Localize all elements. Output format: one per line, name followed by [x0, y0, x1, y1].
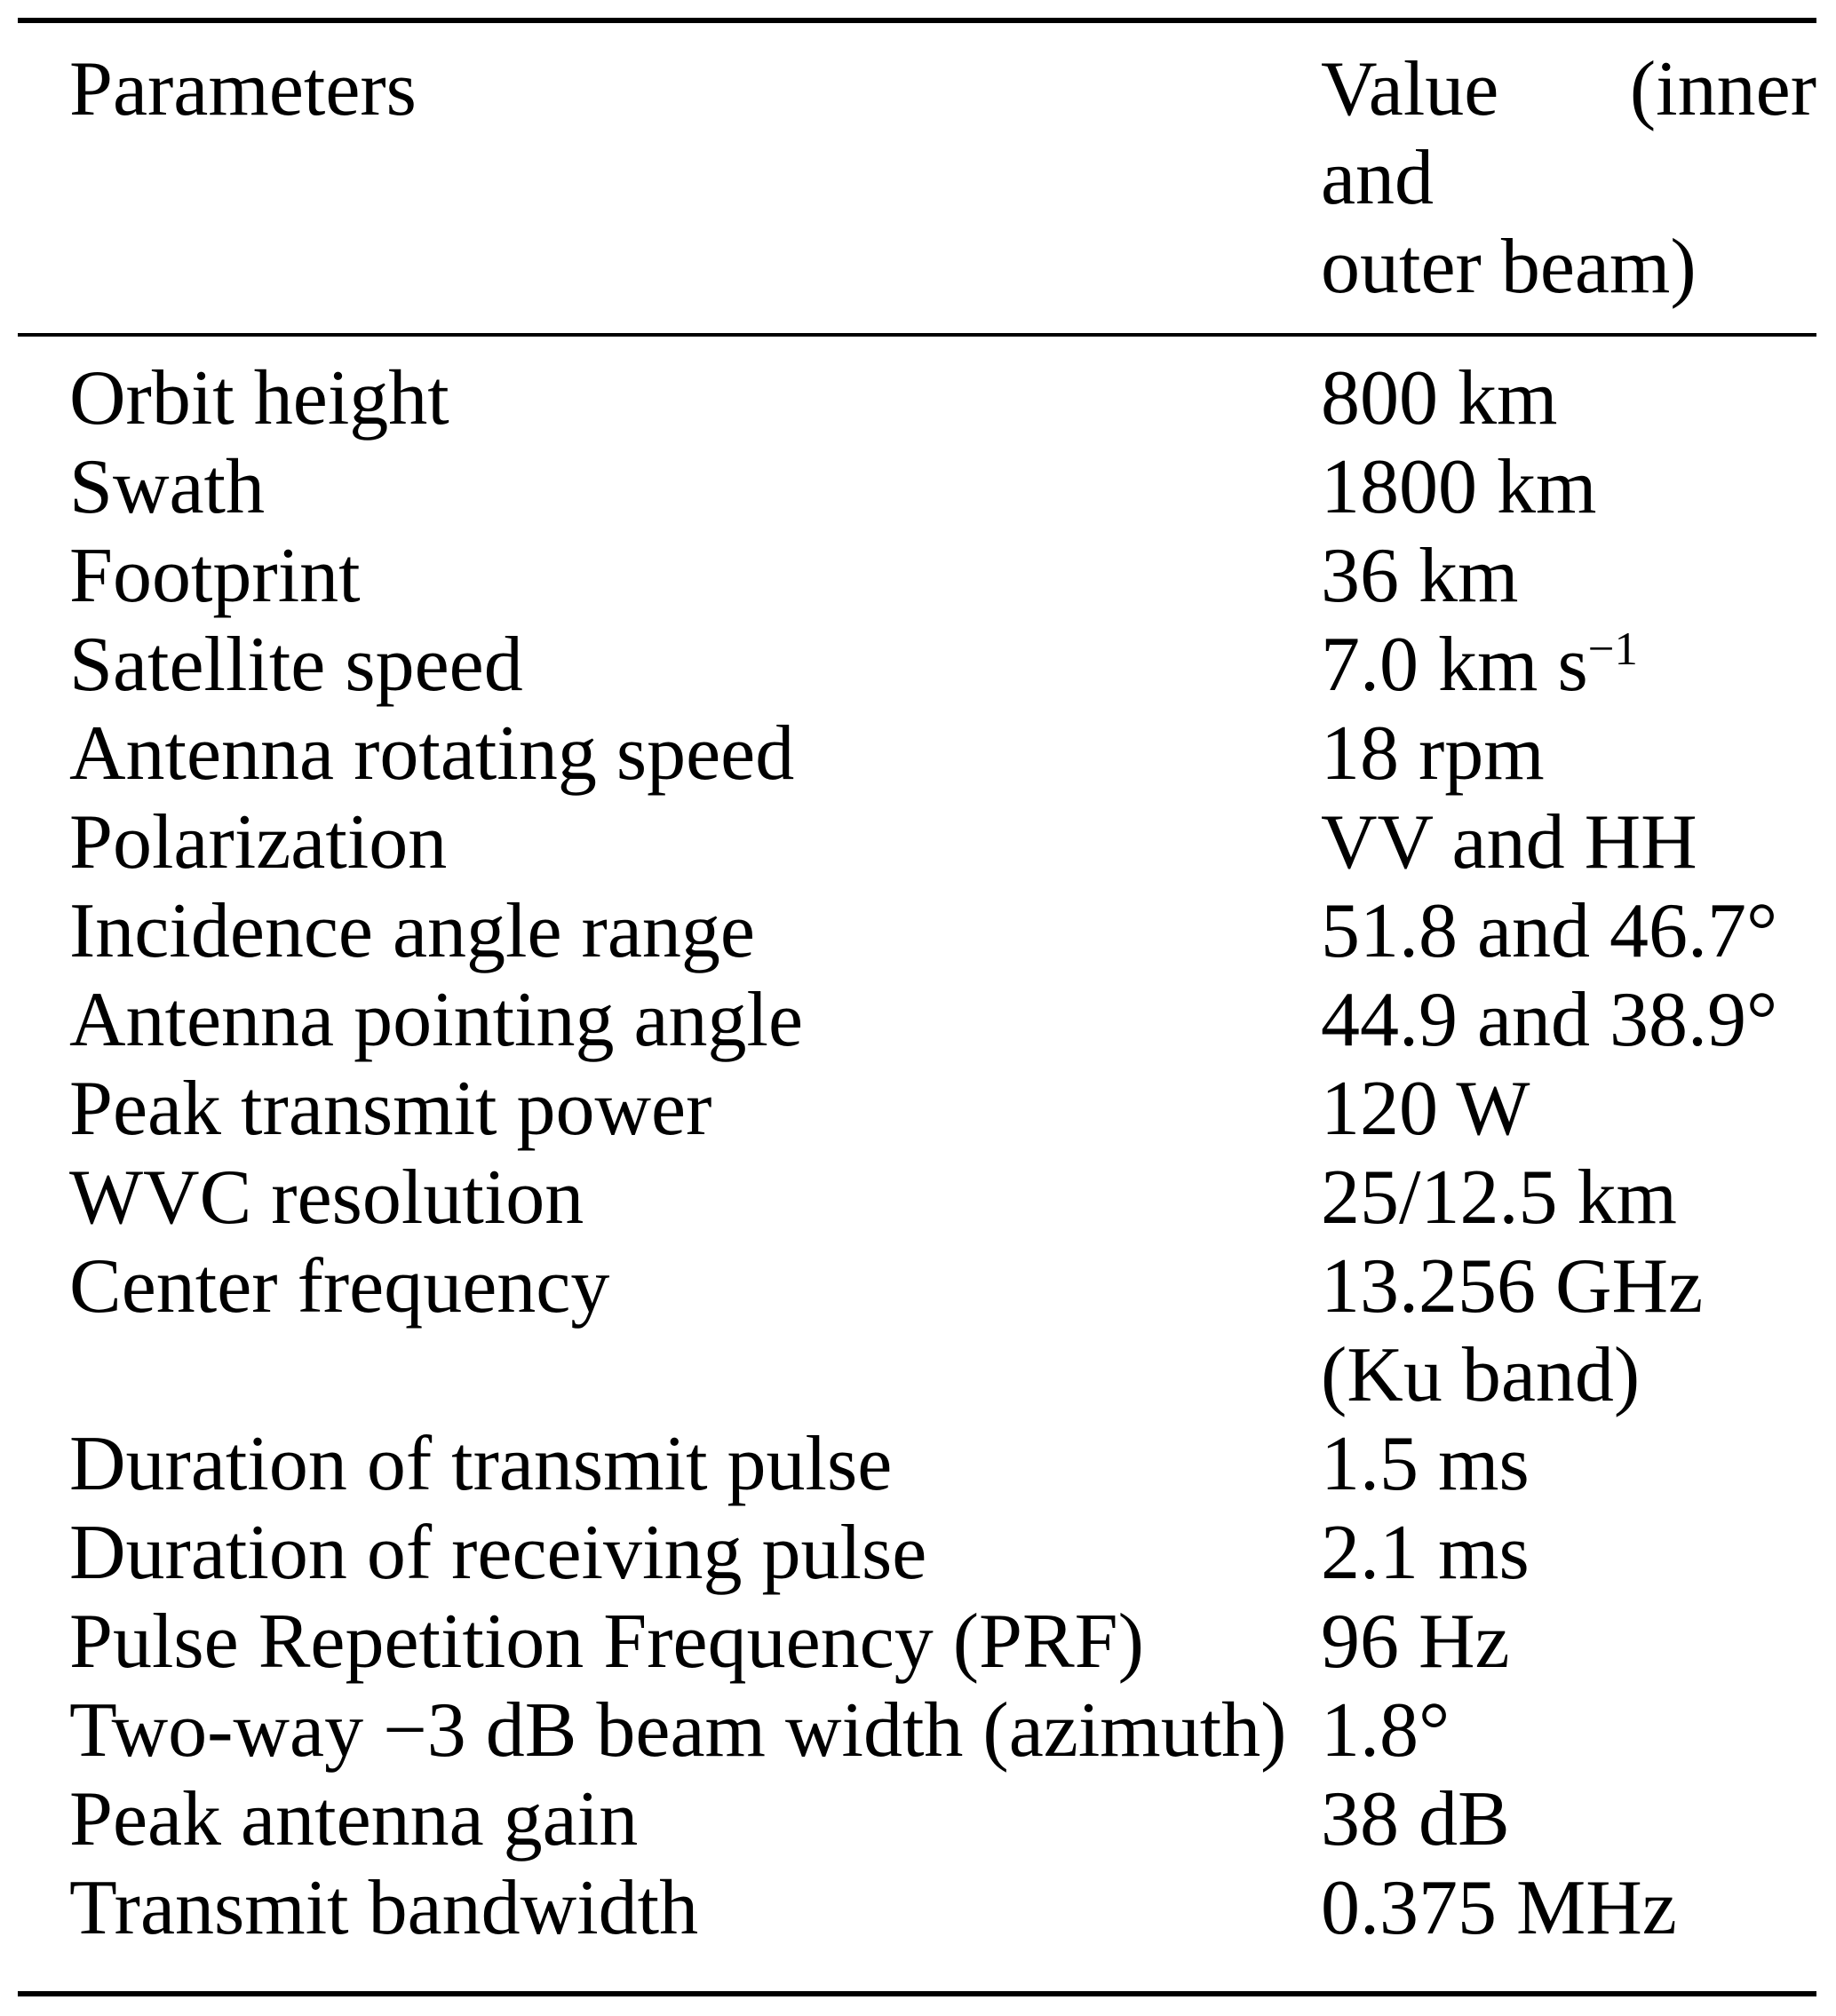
- value-cell: [1321, 1598, 1816, 1687]
- table-row: [18, 532, 1816, 621]
- table-row: [18, 887, 1816, 976]
- value-line: 1.8°: [1321, 1687, 1451, 1774]
- value-line: 120 W: [1321, 1066, 1530, 1152]
- parameters-table: [18, 18, 1816, 1996]
- value-line: VV and HH: [1321, 799, 1697, 885]
- param-cell: Swath: [69, 444, 265, 530]
- value-line: 38 dB: [1321, 1776, 1510, 1862]
- table-row: [18, 1864, 1816, 1953]
- param-cell: Incidence angle range: [69, 888, 755, 974]
- table-row: [18, 443, 1816, 532]
- header-value-line3: outer beam): [1321, 224, 1697, 310]
- value-cell: [1321, 532, 1816, 621]
- param-cell: Footprint: [69, 533, 361, 619]
- value-line: 96 Hz: [1321, 1599, 1510, 1685]
- value-cell: [1321, 976, 1816, 1065]
- value-superscript: −1: [1587, 623, 1638, 675]
- table-row: [18, 1687, 1816, 1775]
- value-cell: [1321, 1242, 1816, 1420]
- value-line: 25/12.5 km: [1321, 1155, 1677, 1241]
- table-row: [18, 976, 1816, 1065]
- table-row: [18, 798, 1816, 887]
- header-value: [1321, 45, 1816, 333]
- value-cell: [1321, 1775, 1816, 1864]
- param-cell: Center frequency: [69, 1243, 610, 1329]
- value-line: 44.9 and 38.9°: [1321, 977, 1778, 1063]
- value-line: 36 km: [1321, 533, 1519, 619]
- table-row: [18, 621, 1816, 710]
- value-line: 51.8 and 46.7°: [1321, 888, 1778, 974]
- param-cell: Satellite speed: [69, 622, 523, 708]
- table-row: [18, 1775, 1816, 1864]
- value-cell: [1321, 1687, 1816, 1775]
- value-line: 1800 km: [1321, 444, 1597, 530]
- value-line: 0.375 MHz: [1321, 1865, 1677, 1951]
- param-cell: Pulse Repetition Frequency (PRF): [69, 1599, 1144, 1685]
- table-row: [18, 1420, 1816, 1509]
- value-line: 800 km: [1321, 355, 1558, 441]
- header-parameters: Parameters: [69, 46, 417, 132]
- param-cell: Orbit height: [69, 355, 449, 441]
- param-cell: Two-way −3 dB beam width (azimuth): [69, 1687, 1287, 1774]
- value-cell: [1321, 354, 1816, 443]
- table-row: [18, 1065, 1816, 1154]
- table-row: [18, 354, 1816, 443]
- param-cell: Antenna rotating speed: [69, 710, 795, 797]
- param-cell: Transmit bandwidth: [69, 1865, 699, 1951]
- param-cell: Peak transmit power: [69, 1066, 712, 1152]
- value-cell: [1321, 1864, 1816, 1953]
- value-line: 1.5 ms: [1321, 1421, 1530, 1507]
- table-row: [18, 1509, 1816, 1598]
- table-row: [18, 1242, 1816, 1420]
- table-header-row: [18, 23, 1816, 337]
- value-cell: [1321, 1154, 1816, 1242]
- param-cell: Duration of transmit pulse: [69, 1421, 893, 1507]
- value-cell: [1321, 1065, 1816, 1154]
- table-row: [18, 1154, 1816, 1242]
- param-cell: Peak antenna gain: [69, 1776, 639, 1862]
- value-cell: [1321, 621, 1816, 710]
- table-row: [18, 1598, 1816, 1687]
- value-line: 18 rpm: [1321, 710, 1545, 797]
- value-cell: [1321, 1509, 1816, 1598]
- value-cell: [1321, 443, 1816, 532]
- header-value-inner: (inner: [1629, 46, 1816, 132]
- param-cell: Antenna pointing angle: [69, 977, 804, 1063]
- param-cell: Duration of receiving pulse: [69, 1510, 927, 1596]
- header-value-line2: and: [1321, 135, 1435, 221]
- table-row: [18, 710, 1816, 798]
- value-line: 13.256 GHz: [1321, 1243, 1704, 1329]
- value-line: 2.1 ms: [1321, 1510, 1530, 1596]
- header-value-word: Value: [1321, 46, 1499, 132]
- value-line2: (Ku band): [1321, 1332, 1641, 1418]
- header-value-line1: [1321, 45, 1816, 134]
- value-line: 7.0 km $s^{-1}$: [1321, 622, 1638, 708]
- param-cell: Polarization: [69, 799, 448, 885]
- value-cell: [1321, 710, 1816, 798]
- value-cell: [1321, 887, 1816, 976]
- param-cell: WVC resolution: [69, 1155, 584, 1241]
- value-cell: [1321, 1420, 1816, 1509]
- value-cell: [1321, 798, 1816, 887]
- table-body: [18, 337, 1816, 1953]
